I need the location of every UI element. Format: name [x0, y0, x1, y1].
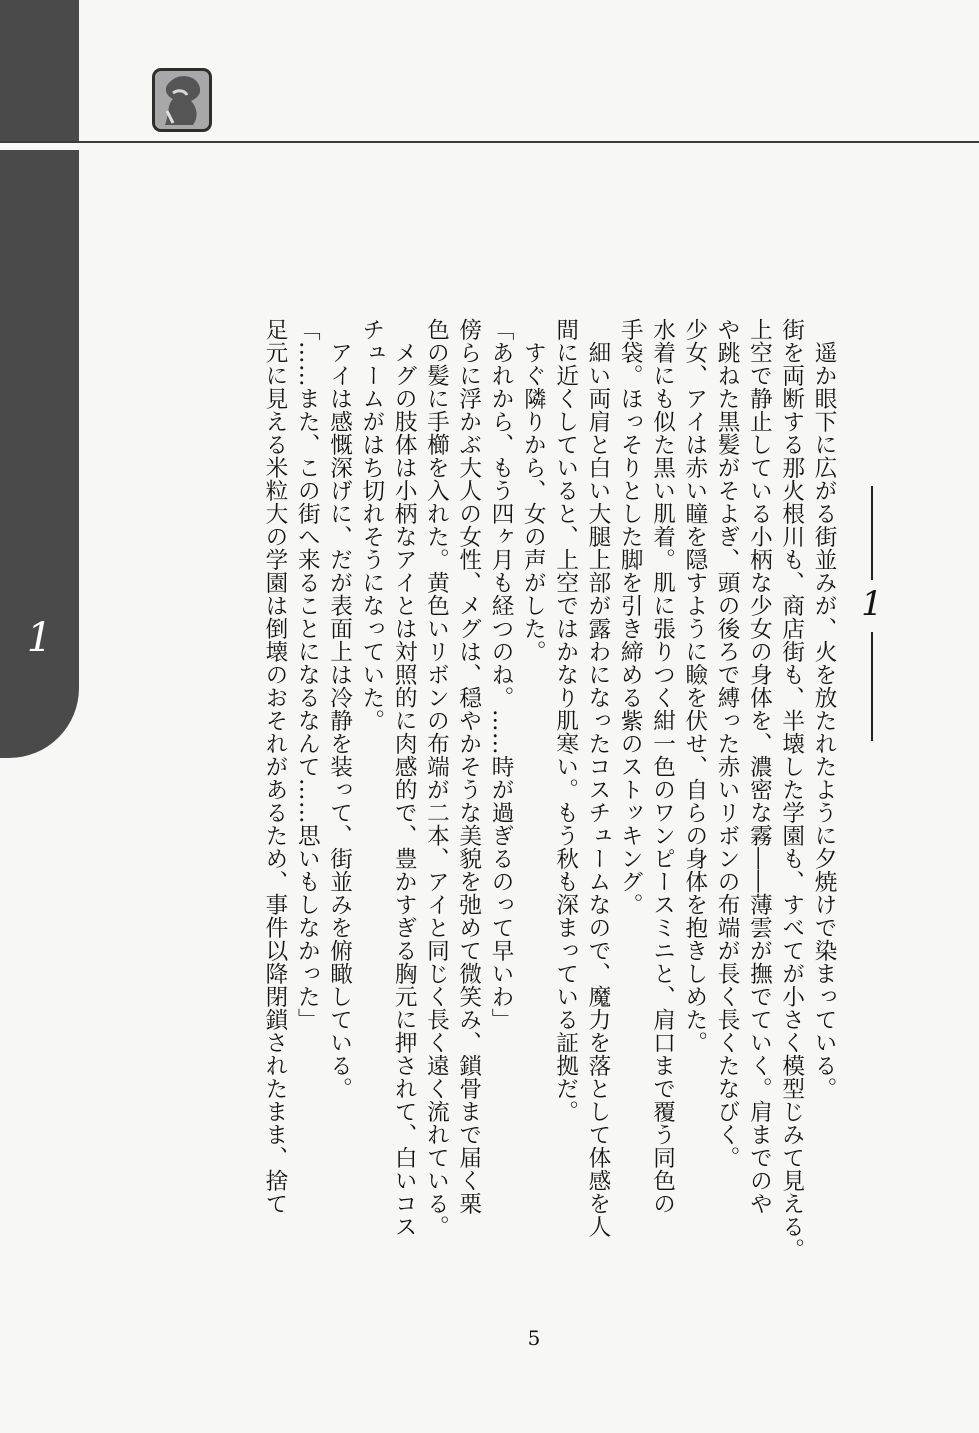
header-rule [0, 141, 979, 143]
chapter-heading-rule-bottom [871, 632, 873, 741]
paragraph: 水着にも似た黒い肌着。肌に張りつく紺一色のワンピースミニと、肩口まで覆う同色の [649, 318, 676, 1215]
paragraph: 「……また、この街へ来ることになるなんて……思いもしなかった」 [294, 318, 321, 1031]
side-tab-chapter-number: 1 [26, 615, 53, 661]
chapter-heading-number: 1 [861, 584, 883, 624]
paragraph: メグの肢体は小柄なアイとは対照的に肉感的で、豊かすぎる胸元に押されて、白いコス [391, 340, 418, 1238]
paragraph: チュームがはち切れそうになっていた。 [358, 318, 385, 732]
paragraph: や跳ねた黒髪がそよぎ、頭の後ろで縛った赤いリボンの布端が長く長くたなびく。 [714, 318, 741, 1169]
emblem-figure-icon [155, 71, 209, 129]
chapter-side-tab [0, 150, 79, 758]
paragraph: 「あれから、もう四ヶ月も経つのね。……時が過ぎるのって早いわ」 [488, 318, 515, 1031]
paragraph: 遥か眼下に広がる街並みが、火を放たれたように夕焼けで染まっている。 [811, 340, 837, 1100]
paragraph: 傍らに浮かぶ大人の女性、メグは、穏やかそうな美貌を弛めて微笑み、鎖骨まで届く栗 [455, 318, 482, 1215]
chapter-heading [852, 486, 892, 741]
paragraph: 上空で静止している小柄な少女の身体を、濃密な霧――薄雲が撫でていく。肩までのや [746, 318, 773, 1215]
chapter-emblem-icon [152, 68, 212, 132]
page-number: 5 [527, 1326, 541, 1350]
chapter-heading-rule-top [871, 486, 873, 580]
paragraph: 少女、アイは赤い瞳を隠すように瞼を伏せ、自らの身体を抱きしめた。 [681, 318, 708, 1054]
paragraph: すぐ隣りから、女の声がした。 [520, 340, 547, 663]
paragraph: 細い両肩と白い大腿上部が露わになったコスチュームなので、魔力を落として体感を人 [584, 340, 611, 1238]
body-text [150, 318, 840, 1318]
paragraph: 足元に見える米粒大の学園は倒壊のおそれがあるため、事件以降閉鎖されたまま、捨て [261, 318, 288, 1215]
paragraph: アイは感慨深げに、だが表面上は冷静を装って、街並みを俯瞰している。 [326, 340, 353, 1100]
header-band [0, 0, 79, 142]
paragraph: 色の髪に手櫛を入れた。黄色いリボンの布端が二本、アイと同じく長く遠く流れている。 [423, 318, 450, 1238]
paragraph: 間に近くしていると、上空ではかなり肌寒い。もう秋も深まっている証拠だ。 [552, 318, 579, 1123]
paragraph: 手袋。ほっそりとした脚を引き締める紫のストッキング。 [617, 318, 644, 916]
paragraph: 街を両断する那火根川も、商店街も、半壊した学園も、すべてが小さく模型じみて見える。 [778, 318, 805, 1261]
